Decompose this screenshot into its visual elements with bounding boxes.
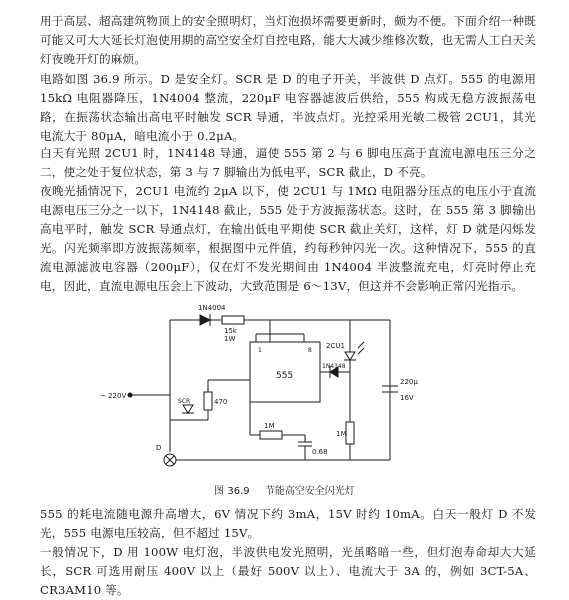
diode-1n4004-symbol	[200, 315, 210, 325]
label-16v: 16V	[400, 394, 414, 402]
label-scr: SCR	[178, 398, 191, 405]
label-068: 0.68	[312, 448, 328, 456]
label-555: 555	[276, 371, 294, 381]
label-pin-8: 8	[308, 347, 312, 354]
label-lamp-d: D	[156, 444, 162, 452]
label-15k-power: 1W	[224, 335, 236, 343]
label-2cu1: 2CU1	[326, 342, 345, 350]
label-15k: 15k	[224, 327, 237, 335]
label-mains: ~ 220V	[100, 392, 127, 400]
label-1m-right: 1M	[336, 430, 347, 438]
paragraph-power-consumption: 555 的耗电流随电源升高增大，6V 情况下约 3mA，15V 时约 10mA。白天一般灯 D 不发光，555 电源电压较高，但不超过 15V。	[40, 507, 536, 540]
label-1n4004: 1N4004	[198, 304, 226, 312]
paragraph-night: 夜晚光插情况下，2CU1 电流约 2μA 以下，使 2CU1 与 1MΩ 电阻器分压点的电压小于直流电源电压三分之一以下，1N4148 截止，555 处于方波振荡状态。这时，在 555 第 3 脚输出高电平时，触发 SCR 导通点灯，在输出低电平期使 SCR 截止关灯，这样，灯 D 就是闪烁发光。闪光频率即方波振荡频率，根据图中元件值，约每秒钟闪光一次。这种情况下，555 的直流电源滤波电容器（200μF），仅在灯不发光期间由 1N4004 半波整流充电，灯亮时停止充电，因此，直流电源电压会上下波动，大致范围是 6～13V，但这并不会影响正常闪光指示。	[40, 184, 536, 293]
photodiode-2cu1-symbol	[345, 352, 355, 360]
caption-title: 节能高空安全闪光灯	[264, 486, 355, 497]
resistor-15k-symbol	[222, 316, 244, 324]
paragraph-lamp-selection: 一般情况下，D 用 100W 电灯泡，半波供电发光照明，光虽略暗一些，但灯泡寿命却大大延长，SCR 可选用耐压 400V 以上（最好 500V 以上）、电流大于 3A 的，例如 3CT-5A、CR3AM10 等。	[40, 545, 536, 597]
figure-caption	[0, 482, 569, 497]
label-1n4148: 1N4148	[322, 363, 346, 370]
label-220u: 220μ	[400, 378, 418, 386]
resistor-470-symbol	[204, 392, 212, 410]
mains-terminal-dot	[128, 393, 132, 397]
resistor-1m-right-symbol	[346, 422, 354, 444]
label-1m-bottom: 1M	[264, 422, 275, 430]
circuit-diagram	[100, 300, 440, 480]
paragraph-circuit-description: 电路如图 36.9 所示。D 是安全灯。SCR 是 D 的电子开关，半波供 D 点灯。555 的电源用 15kΩ 电阻器降压，1N4004 整流，220μF 电容器滤波后供给，555 构成无稳方波振荡电路，在振荡状态输出高电平时触发 SCR 导通，半波点灯。光控采用光敏二极管 2CU1，其光电流大于 80μA，暗电流小于 0.2μA。	[40, 72, 536, 143]
paragraph-intro: 用于高层、超高建筑物顶上的安全照明灯，当灯泡损坏需要更新时，颇为不便。下面介绍一种既可能又可大大延长灯泡使用期的高空安全灯自控电路，能大大减少维修次数，也无需人工白天关灯夜晚开灯的麻烦。	[40, 14, 536, 66]
label-pin-1: 1	[258, 347, 262, 354]
caption-number: 图 36.9	[214, 486, 250, 497]
scr-symbol	[183, 405, 193, 413]
resistor-1m-bottom-symbol	[260, 431, 282, 439]
label-470: 470	[214, 398, 228, 406]
circuit-figure	[100, 300, 440, 480]
paragraph-daytime: 白天有光照 2CU1 时，1N4148 导通，逼使 555 第 2 与 6 脚电压高于直流电源电压三分之二，使之处于复位状态，第 3 与 7 脚输出为低电平，SCR 截止，D 不亮。	[40, 146, 536, 179]
